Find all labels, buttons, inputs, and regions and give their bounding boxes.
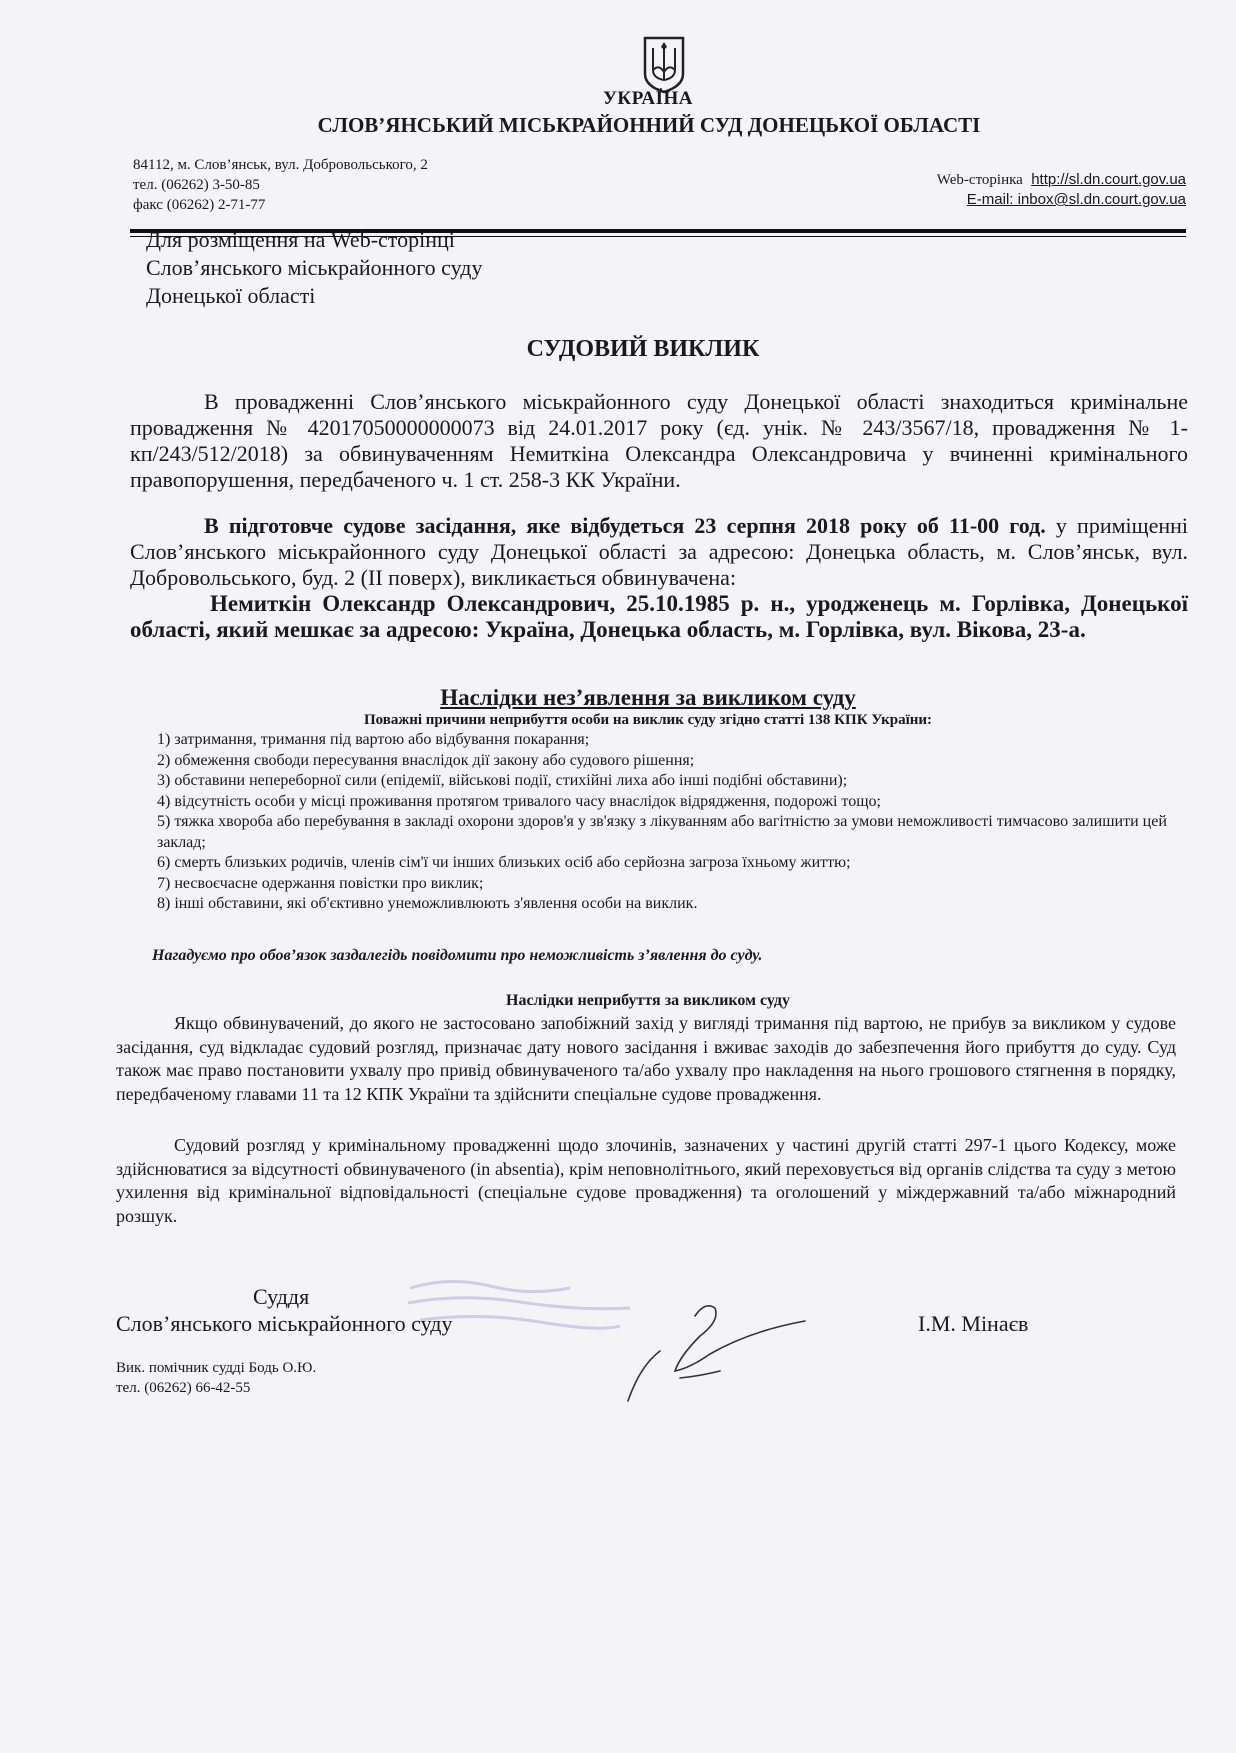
list-item: 8) інші обставини, які об'єктивно унеможливлюють з'явлення особи на виклик.: [157, 895, 698, 912]
list-item: 7) несвоєчасне одержання повістки про виклик;: [157, 874, 484, 892]
address-line: 84112, м. Слов’янськ, вул. Добровольського, 2: [133, 157, 428, 173]
reasons-heading: Поважні причини неприбуття особи на виклик суду згідно статті 138 КПК України:: [363, 712, 933, 728]
list-item: 4) відсутність особи у місці проживання протягом тривалого часу внаслідок відрядження, подорожі тощо;: [157, 792, 881, 810]
consequences-heading: Наслідки нез’явлення за викликом суду: [440, 685, 856, 710]
assistant-info: [116, 1358, 316, 1398]
web-link[interactable]: http://sl.dn.court.gov.ua: [1031, 171, 1186, 188]
list-item: 2) обмеження свободи пересування внаслідок дії закону або судового рішення;: [157, 751, 695, 769]
judge-role: Суддя: [253, 1284, 310, 1309]
reasons-list: [157, 730, 1177, 915]
court-address-block: [133, 155, 428, 215]
placement-line-2: Слов’янського міськрайонного суду: [146, 255, 483, 280]
list-item: 1) затримання, тримання під вартою або відбування покарання;: [157, 731, 590, 748]
non-appearance-heading: Наслідки неприбуття за викликом суду: [506, 992, 790, 1009]
document-title: СУДОВИЙ ВИКЛИК: [526, 336, 760, 362]
list-item: 3) обставини непереборної сили (епідемії, військові події, стихійні лиха або інші подібні обставини);: [157, 772, 848, 789]
email-link[interactable]: E-mail: inbox@sl.dn.court.gov.ua: [966, 191, 1186, 208]
fax-line: факс (06262) 2-71-77: [133, 197, 266, 213]
judge-court: Слов’янського міськрайонного суду: [116, 1311, 453, 1336]
placement-note: [146, 226, 482, 310]
handwritten-signature-icon: [620, 1296, 820, 1406]
paragraph-hearing: [130, 513, 1188, 591]
phone-line: тел. (06262) 3-50-85: [133, 177, 260, 193]
assistant-phone: тел. (06262) 66-42-55: [116, 1380, 251, 1396]
placement-line-1: Для розміщення на Web-сторінці: [146, 227, 455, 252]
hearing-details: у приміщенні Слов’янського міськрайонного суду Донецької області за адресою: Донецька область, м. Слов’янськ, вул. Добровольського, буд. 2 (ІІ поверх), викликається обвинувачена:: [130, 513, 1188, 590]
list-item: 6) смерть близьких родичів, членів сім'ї чи інших близьких осіб або серйозна загроза їхньому життю;: [157, 854, 851, 871]
paragraph-non-appearance: Якщо обвинувачений, до якого не застосовано запобіжний захід у вигляді тримання під вартою, не прибув за викликом у судове засідання, суд відкладає судовий розгляд, призначає дату нового засідання і вживає заходів до забезпечення його прибуття до суду. Суд також має право постановити ухвалу про привід обвинуваченого та/або ухвалу про накладення на нього грошового стягнення в порядку, передбаченому главами 11 та 12 КПК України та здійснити спеціальне судове провадження.: [116, 1013, 1176, 1104]
paragraph-proceeding: В провадженні Слов’янського міськрайонного суду Донецької області знаходиться кримінальне провадження № 42017050000000073 від 24.01.2017 року (єд. унік. № 243/3567/18, провадження № 1-кп/243/512/2018) за обвинуваченням Немиткіна Олександра Олександровича у вчиненні кримінального правопорушення, передбаченого ч. 1 ст. 258-3 КК України.: [130, 389, 1188, 492]
trident-emblem-icon: [641, 34, 687, 94]
assistant-name: Вик. помічник судді Бодь О.Ю.: [116, 1360, 317, 1376]
judge-name: І.М. Мінаєв: [918, 1311, 1029, 1336]
court-heading: СЛОВ’ЯНСЬКИЙ МІСЬКРАЙОННИЙ СУД ДОНЕЦЬКОЇ ОБЛАСТІ: [317, 113, 981, 137]
country-heading: УКРАЇНА: [602, 88, 693, 109]
court-contacts: [937, 170, 1186, 209]
web-label: Web-сторінка: [936, 172, 1023, 188]
placement-line-3: Донецької області: [146, 283, 316, 308]
list-item: 5) тяжка хвороба або перебування в закладі охорони здоров'я у зв'язку з лікуванням або вагітністю за умови неможливості тимчасово залишити цей заклад;: [157, 813, 1167, 851]
hearing-date-bold: В підготовче судове засідання, яке відбудеться 23 серпня 2018 року об 11-00 год.: [204, 513, 1046, 538]
paragraph-in-absentia: Судовий розгляд у кримінальному провадженні щодо злочинів, зазначених у частині другій статті 297-1 цього Кодексу, може здійснюватися за відсутності обвинуваченого (in absentia), крім неповнолітнього, який переховується від органів слідства та суду з метою ухилення від кримінальної відповідальності (спеціальне судове провадження) та оголошений у міждержавний та/або міжнародний розшук.: [116, 1135, 1176, 1226]
paragraph-accused: Немиткін Олександр Олександрович, 25.10.1985 р. н., уродженець м. Горлівка, Донецької області, який мешкає за адресою: Україна, Донецька область, м. Горлівка, вул. Вікова, 23-а.: [130, 591, 1188, 642]
reminder-note: Нагадуємо про обов’язок заздалегідь повідомити про неможливість з’явлення до суду.: [152, 947, 763, 964]
